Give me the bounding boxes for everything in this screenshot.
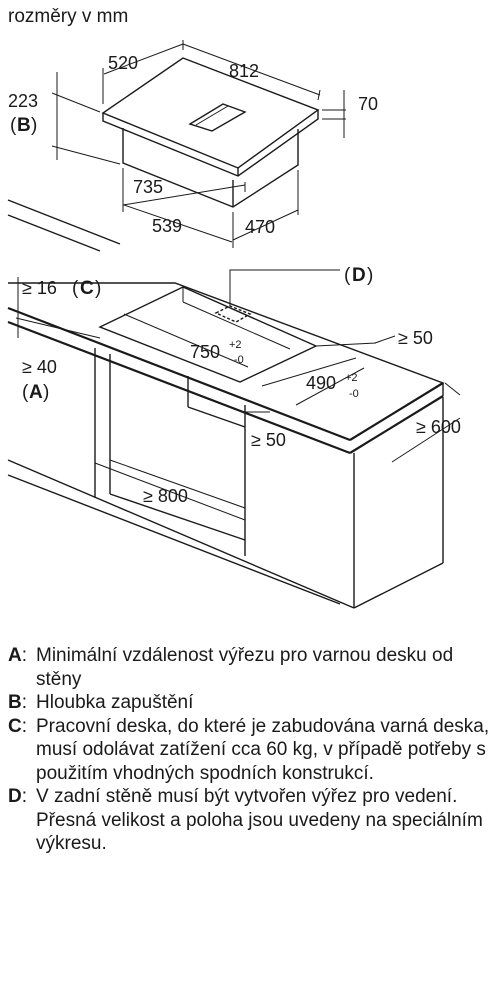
dim-min-counter-depth: ≥ 600 <box>416 417 461 437</box>
dim-cut-width: 735 <box>133 177 164 197</box>
units-label: rozměry v mm <box>8 6 129 27</box>
legend-item <box>8 691 494 715</box>
dim-hob-top-height: 70 <box>358 94 379 114</box>
label-a-open: ( <box>22 382 29 403</box>
label-d: D <box>352 265 366 286</box>
legend-key: C: <box>8 715 28 737</box>
dim-min-front: ≥ 40 <box>22 357 57 377</box>
legend-key: A: <box>8 645 28 666</box>
dim-min-counter-thickness: ≥ 16 <box>22 278 57 298</box>
dim-min-cabinet-width: ≥ 800 <box>143 486 188 506</box>
legend <box>8 644 494 856</box>
dim-hob-total-height: 223 <box>8 91 39 111</box>
label-c: C <box>80 278 94 299</box>
dim-cutout-width-tol-minus: -0 <box>234 354 244 366</box>
legend-text: Hloubka zapuštění <box>36 692 194 713</box>
label-b-open: ( <box>10 115 17 136</box>
dim-hob-width: 812 <box>229 61 260 81</box>
legend-text: Minimální vzdálenost výřezu pro varnou desku od stěny <box>36 645 454 690</box>
label-a-close: ) <box>43 382 50 403</box>
legend-key: D: <box>8 786 28 807</box>
hob-top-surface <box>103 58 318 168</box>
legend-item <box>8 715 494 786</box>
label-b: B <box>17 115 31 136</box>
label-c-close: ) <box>95 278 102 299</box>
dim-body-depth: 539 <box>152 216 183 236</box>
dim-cutout-width-tol-plus: +2 <box>229 339 242 351</box>
dim-hob-depth: 520 <box>108 53 139 73</box>
legend-key: B: <box>8 692 28 713</box>
dim-min-back: ≥ 50 <box>398 328 433 348</box>
legend-text: V zadní stěně musí být vytvořen výřez pro vedení. Přesná velikost a poloha jsou uvedeny na speciálním výkresu. <box>36 786 483 854</box>
dim-cutout-depth-tol-plus: +2 <box>345 372 358 384</box>
counter-drawing <box>8 200 443 608</box>
hob-dimensions <box>52 40 346 248</box>
dim-cutout-depth-tol-minus: -0 <box>349 388 359 400</box>
label-d-close: ) <box>367 265 374 286</box>
countertop-cutout <box>100 287 316 382</box>
dim-cutout-width: 750 <box>190 342 221 362</box>
legend-item <box>8 785 494 856</box>
label-a: A <box>29 382 43 403</box>
dim-body-side: 470 <box>245 217 276 237</box>
dim-cutout-depth: 490 <box>306 373 337 393</box>
legend-item <box>8 644 494 691</box>
label-d-open: ( <box>344 265 351 286</box>
dim-min-side: ≥ 50 <box>251 430 286 450</box>
counter-dimensions <box>16 270 460 520</box>
label-c-open: ( <box>72 278 79 299</box>
hob-vent-icon <box>190 104 245 131</box>
label-b-close: ) <box>31 115 38 136</box>
legend-text: Pracovní deska, do které je zabudována varná deska, musí odolávat zatížení cca 60 kg, v případě potřeby s použitím vhodných spodních konstrukcí. <box>36 715 490 784</box>
